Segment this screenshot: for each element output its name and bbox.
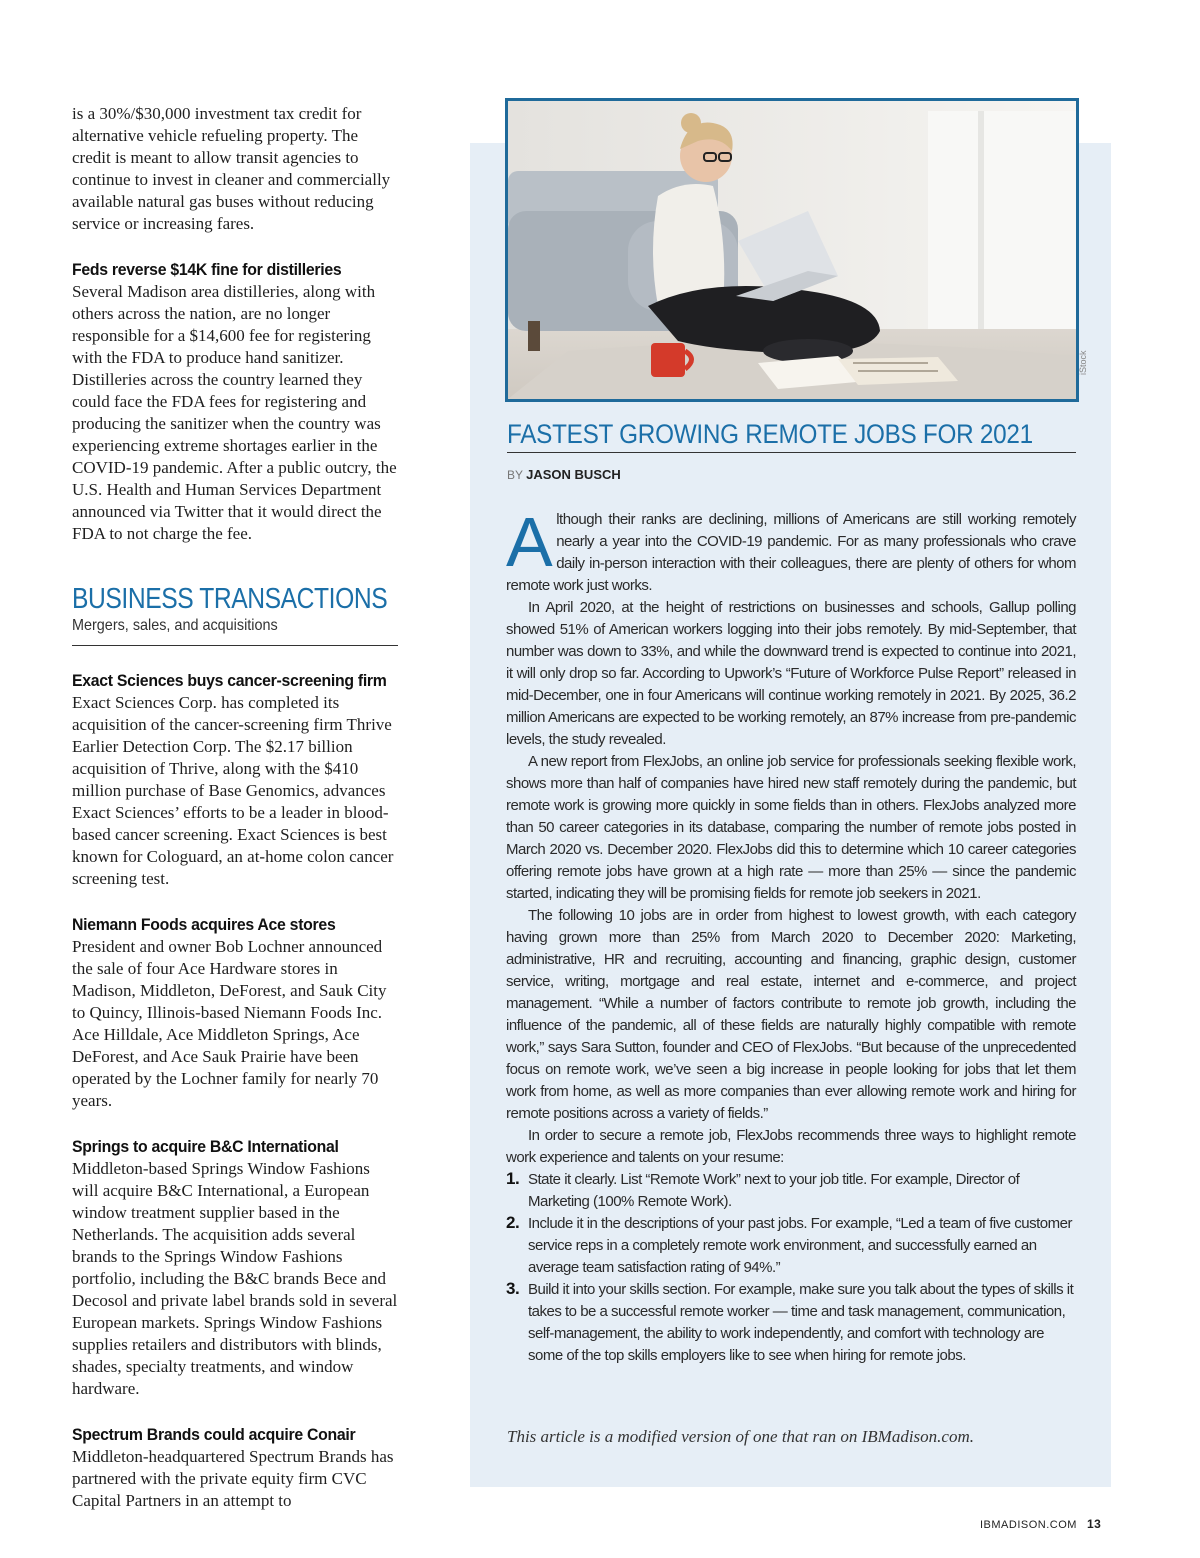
brief-headline: Exact Sciences buys cancer-screening firm [72, 671, 387, 690]
section-divider [72, 645, 398, 646]
brief-body: President and owner Bob Lochner announced the sale of four Ace Hardware stores in Madison, Middleton, DeForest, and Sauk City to Quincy, Illinois-based Niemann Foods Inc. Ace Hilldale, Ace Middleton Springs, Ace DeForest, and Ace Sauk Prairie have been operated by the Lochner family for nearly 70 years. [72, 937, 387, 1110]
brief-headline: Feds reverse $14K fine for distilleries [72, 260, 342, 279]
intro-paragraph: is a 30%/$30,000 investment tax credit for alternative vehicle refueling property. The credit is meant to allow transit agencies to continue to invest in cleaner and commercially available natural gas buses without reducing service or increasing fares. [72, 104, 391, 233]
list-item [506, 1279, 1076, 1367]
section-title: BUSINESS TRANSACTIONS [72, 583, 388, 615]
byline-prefix: BY [507, 468, 523, 482]
brief-spectrum [72, 1424, 398, 1512]
brief-headline: Spectrum Brands could acquire Conair [72, 1425, 356, 1444]
brief-body: Middleton-based Springs Window Fashions will acquire B&C International, a European window treatment supplier based in the Netherlands. The acquisition adds several brands to the Springs Window Fashions portfolio, including the B&C brands Bece and Decosol and private label brands sold in several European markets. Springs Window Fashions supplies retailers and distributors with blinds, shades, specialty treatments, and window hardware. [72, 1159, 398, 1398]
drop-cap: A [506, 503, 553, 581]
brief-headline: Springs to acquire B&C International [72, 1137, 339, 1156]
section-header [72, 583, 398, 646]
section-subtitle: Mergers, sales, and acquisitions [72, 617, 278, 634]
tips-list [506, 1169, 1076, 1367]
brief-body: Middleton-headquartered Spectrum Brands has partnered with the private equity firm CVC Capital Partners in an attempt to [72, 1447, 394, 1510]
brief-springs [72, 1136, 398, 1400]
title-divider [507, 452, 1076, 453]
first-paragraph-text: lthough their ranks are declining, millions of Americans are still working remotely nearly a year into the COVID-19 pandemic. For as many professionals who crave daily in-person interaction with their colleagues, there are plenty of others for whom remote work just works. [506, 511, 1076, 594]
list-text: State it clearly. List “Remote Work” next to your job title. For example, Director of Marketing (100% Remote Work). [528, 1171, 1020, 1210]
brief-body: Several Madison area distilleries, along with others across the nation, are no longer responsible for a $14,600 fee for registering with the FDA to produce hand sanitizer. Distilleries across the country learned they could face the FDA fees for registering and producing the sanitizer when the country was experiencing extreme shortages earlier in the COVID-19 pandemic. After a public outcry, the U.S. Health and Human Services Department announced via Twitter that it would direct the FDA to not charge the fee. [72, 282, 397, 543]
list-text: Build it into your skills section. For example, make sure you talk about the types of skills it takes to be a successful remote worker — time and task management, communication, self-management, the ability to work independently, and comfort with technology are some of the top skills employers like to see when hiring for remote jobs. [528, 1281, 1074, 1364]
brief-distilleries [72, 259, 398, 545]
brief-niemann-foods [72, 914, 398, 1112]
article-photo [505, 98, 1079, 402]
brief-body: Exact Sciences Corp. has completed its acquisition of the cancer-screening firm Thrive Earlier Detection Corp. The $2.17 billion acquisition of Thrive, along with the $410 million purchase of Base Genomics, advances Exact Sciences’ efforts to be a leader in blood-based cancer screening. Exact Sciences is best known for Cologuard, an at-home colon cancer screening test. [72, 693, 394, 888]
page-number: 13 [1086, 1517, 1102, 1531]
footer-site: IBMADISON.COM [980, 1519, 1077, 1531]
list-text: Include it in the descriptions of your past jobs. For example, “Led a team of five customer service reps in a completely remote work environment, and successfully earned an average team satisfaction rating of 94%.” [528, 1215, 1072, 1276]
byline [507, 467, 621, 482]
author-name: JASON BUSCH [526, 467, 621, 482]
list-item [506, 1213, 1076, 1279]
page-footer [980, 1517, 1101, 1531]
article-body [506, 503, 1076, 1367]
article-paragraph: In April 2020, at the height of restrictions on businesses and schools, Gallup polling showed 51% of American workers logging into their jobs remotely. By mid-September, that number was down to 33%, and while the downward trend is expected to continue into 2021, it will only drop so far. According to Upwork’s “Future of Workforce Pulse Report” released in mid-December, one in four Americans will continue working remotely in 2021. By 2025, 36.2 million Americans are expected to be working remotely, an 87% increase from pre-pandemic levels, the study revealed. [506, 599, 1076, 748]
woman-with-laptop-illustration [508, 101, 1076, 399]
article-paragraph: The following 10 jobs are in order from highest to lowest growth, with each category having grown more than 25% from March 2020 to December 2020: Marketing, administrative, HR and recruiting, accounting and financing, graphic design, customer service, writing, mortgage and real estate, internet and e-commerce, and project management. “While a number of factors contribute to remote job growth, including the influence of the pandemic, all of these fields are naturally highly compatible with remote work,” says Sara Sutton, founder and CEO of FlexJobs. “But because of the unprecedented focus on remote work, we’ve seen a big increase in people looking for jobs that let them work from home, as well as more companies than ever allowing remote work and hiring for remote positions across a variety of fields.” [506, 907, 1076, 1122]
article-paragraph [506, 503, 1076, 597]
article-paragraph: In order to secure a remote job, FlexJobs recommends three ways to highlight remote work experience and talents on your resume: [506, 1127, 1076, 1166]
list-item [506, 1169, 1076, 1213]
article-paragraph: A new report from FlexJobs, an online job service for professionals seeking flexible work, shows more than half of companies have hired new staff remotely during the pandemic, but remote work is growing more quickly in some fields than in others. FlexJobs analyzed more than 50 career categories in its database, comparing the number of remote jobs posted in March 2020 vs. December 2020. FlexJobs did this to determine which 10 career categories offering remote jobs have grown at a high rate — more than 25% — since the pandemic started, indicating they will be promising fields for remote job seekers in 2021. [506, 753, 1076, 902]
brief-headline: Niemann Foods acquires Ace stores [72, 915, 336, 934]
photo-credit: iStock [1078, 350, 1088, 375]
list-number: 1. [506, 1169, 520, 1188]
list-number: 2. [506, 1213, 520, 1232]
article-title: FASTEST GROWING REMOTE JOBS FOR 2021 [507, 419, 1033, 449]
brief-exact-sciences [72, 670, 398, 890]
left-column [72, 103, 398, 1512]
list-number: 3. [506, 1279, 520, 1298]
closing-note: This article is a modified version of one that ran on IBMadison.com. [507, 1427, 974, 1446]
